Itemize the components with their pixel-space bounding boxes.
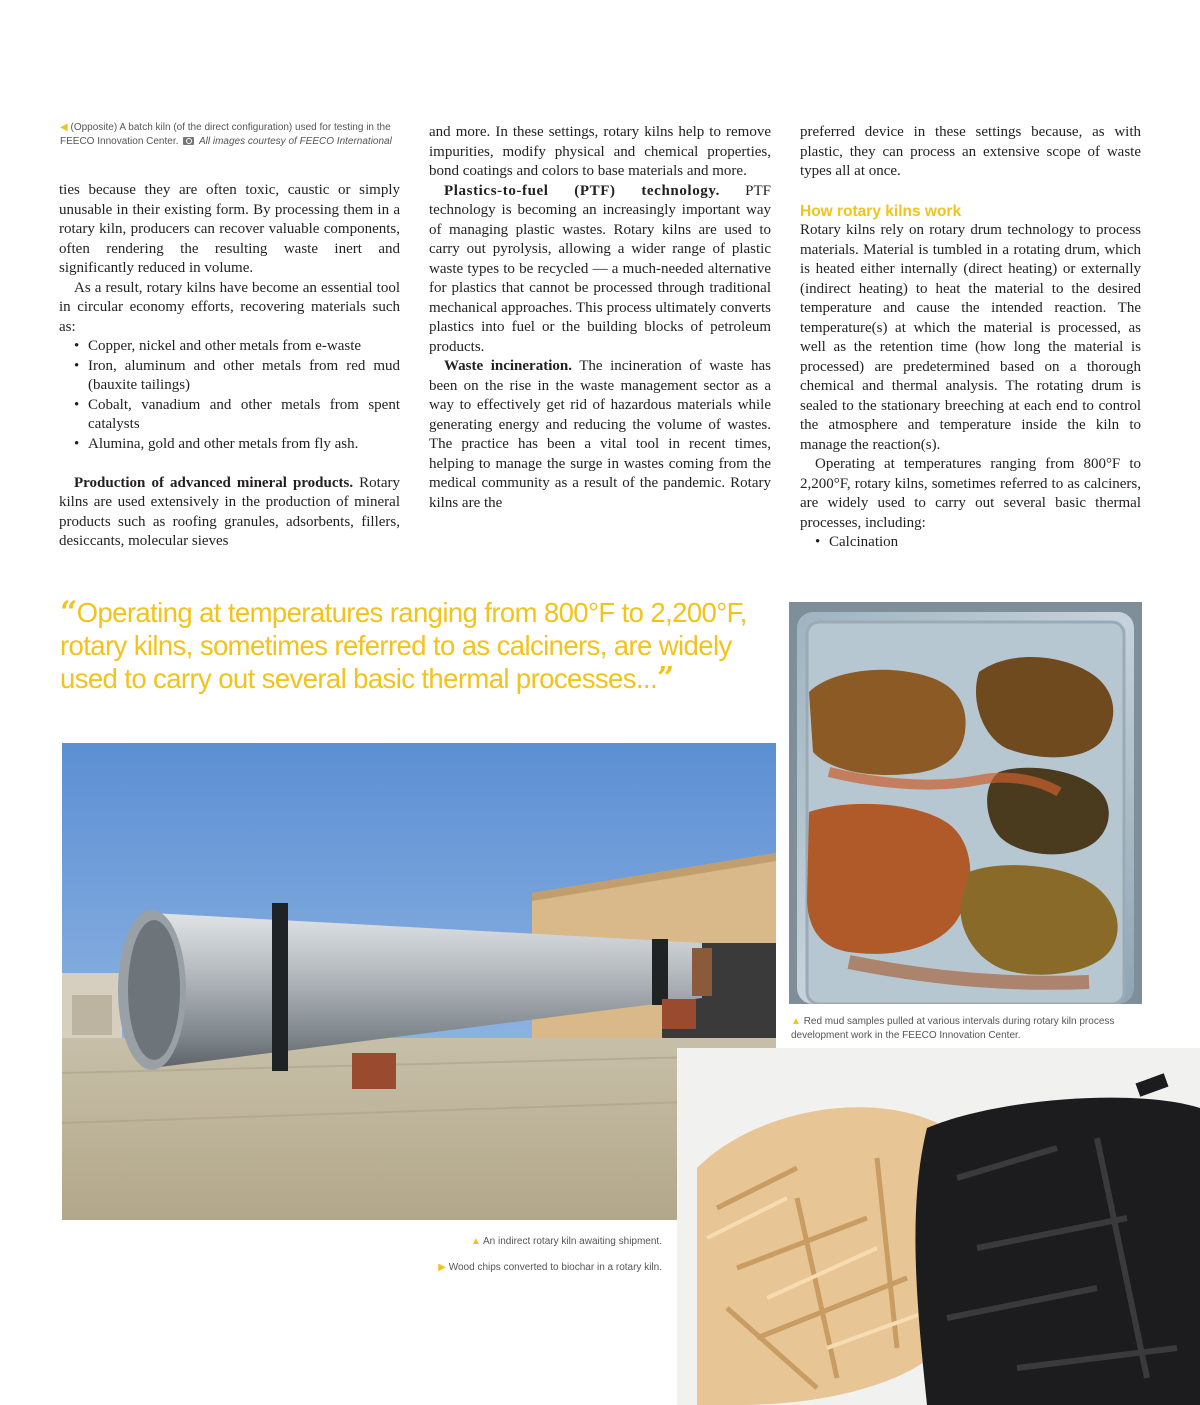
list-item: • Cobalt, vanadium and other metals from spent catalysts — [59, 396, 400, 435]
paragraph: Plastics-to-fuel (PTF) technology. PTF technology is becoming an increasingly important way of managing plastic wastes. Rotary kilns are used to carry out pyrolysis, allowing a wider range of plastic waste types to be recycled — a much-needed alternative for plastics that cannot be processed through traditional mechanical approaches. This process ultimately converts plastics into fuel or the building blocks of petroleum products. — [429, 182, 772, 355]
rotary-kiln-photo — [62, 743, 776, 1220]
paragraph: Operating at temperatures ranging from 800°F to 2,200°F, rotary kilns, sometimes referred to as calciners, are widely used to carry out several basic thermal processes, including: — [800, 456, 1141, 531]
caption-kiln: ▲ An indirect rotary kiln awaiting shipment. — [470, 1236, 662, 1247]
triangle-left-icon: ◀ — [60, 122, 68, 133]
paragraph: Rotary kilns rely on rotary drum technology to process materials. Material is tumbled in a rotating drum, which is heated either internally (direct heating) or externally (indirect heating) to heat the material to the desired temperature and cause the intended reaction. The temperature(s) at which the material is processed, as well as the retention time (how long the material is processed) are predetermined based on a thorough chemical and thermal analysis. The rotating drum is sealed to the stationary breeching at each end to control the atmosphere and temperature inside the kiln to manage the reaction(s). — [800, 222, 1141, 453]
subhead-ptf: Plastics-to-fuel (PTF) technology. — [444, 182, 721, 199]
pull-quote — [60, 596, 780, 695]
paragraph: Production of advanced mineral products. Rotary kilns are used extensively in the production of mineral products such as roofing granules, adsorbents, fillers, desiccants, molecular sieves — [59, 474, 400, 549]
section-heading: How rotary kilns work — [800, 202, 962, 220]
text-column-2 — [429, 123, 771, 513]
triangle-right-icon: ▶ — [438, 1262, 446, 1273]
caption-wood-chips: ▶ Wood chips converted to biochar in a rotary kiln. — [438, 1262, 662, 1273]
paragraph: As a result, rotary kilns have become an essential tool in circular economy efforts, recovering materials such as: — [59, 279, 400, 335]
paragraph: ties because they are often toxic, caustic or simply unusable in their existing form. By processing them in a rotary kiln, producers can recover valuable components, often rendering the resulting waste inert and significantly reduced in volume. — [59, 182, 400, 276]
open-quote-mark: “ — [60, 595, 77, 630]
triangle-up-icon: ▲ — [470, 1236, 481, 1247]
text-column-3 — [800, 123, 1141, 553]
triangle-up-icon: ▲ — [791, 1016, 801, 1027]
subhead-mineral-products: Production of advanced mineral products. — [74, 474, 354, 491]
red-mud-photo — [789, 602, 1142, 1004]
paragraph: preferred device in these settings because, as with plastic, they can process an extensive scope of waste types all at once. — [800, 124, 1141, 179]
bullet-list — [800, 533, 1141, 553]
list-item: • Iron, aluminum and other metals from red mud (bauxite tailings) — [59, 357, 400, 396]
paragraph: and more. In these settings, rotary kilns help to remove impurities, modify physical and chemical properties, bond coatings and colors to base materials and more. — [429, 124, 771, 179]
caption-batch-kiln: ◀ (Opposite) A batch kiln (of the direct configuration) used for testing in the FEECO Innovation Center. All images courtesy of FEECO International — [60, 122, 392, 147]
bullet-list — [59, 337, 400, 454]
pull-quote-text: Operating at temperatures ranging from 800°F to 2,200°F, rotary kilns, sometimes referred to as calciners, are widely used to carry out several basic thermal processes... — [60, 597, 747, 694]
camera-icon — [183, 137, 194, 145]
caption-red-mud: ▲ Red mud samples pulled at various intervals during rotary kiln process development work in the FEECO Innovation Center. — [791, 1016, 1115, 1041]
list-item: • Copper, nickel and other metals from e-waste — [59, 337, 400, 357]
list-item: • Calcination — [800, 533, 1141, 553]
close-quote-mark: ” — [657, 661, 674, 696]
list-item: • Alumina, gold and other metals from fly ash. — [59, 435, 400, 455]
paragraph: Waste incineration. The incineration of waste has been on the rise in the waste management sector as a way to effectively get rid of hazardous materials while generating energy and reducing the volume of wastes. The practice has been a vital tool in recent times, helping to manage the surge in wastes coming from the medical community as a result of the pandemic. Rotary kilns are the — [429, 358, 771, 511]
wood-chips-photo — [677, 1048, 1200, 1405]
photo-credit: All images courtesy of FEECO International — [198, 136, 392, 147]
subhead-waste-incineration: Waste incineration. — [444, 358, 572, 374]
text-column-1 — [59, 181, 400, 552]
